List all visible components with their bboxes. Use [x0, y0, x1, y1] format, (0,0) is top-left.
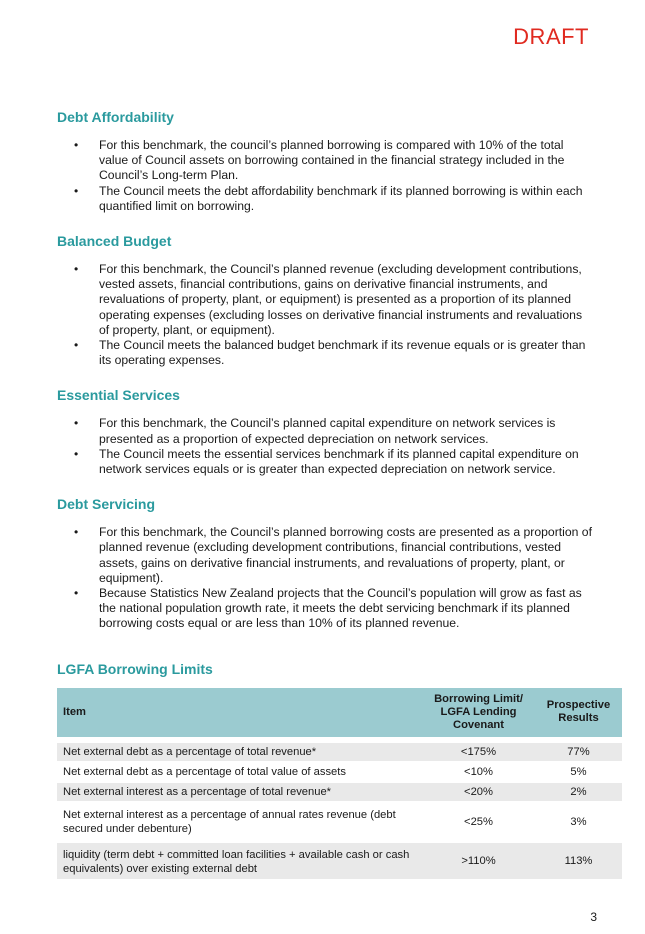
borrowing-limits-table: [57, 688, 622, 881]
bullet-list: [57, 525, 592, 631]
bullet-list: [57, 416, 592, 477]
table-row: [57, 782, 622, 802]
cell-results: 3%: [535, 802, 622, 842]
column-header-covenant: Borrowing Limit/ LGFA Lending Covenant: [422, 688, 535, 737]
cell-covenant: <10%: [422, 762, 535, 782]
cell-item: Net external debt as a percentage of total revenue*: [57, 742, 422, 762]
bullet-item: • For this benchmark, the Council’s planned capital expenditure on network services is presented as a proportion of expected depreciation on network services.: [57, 416, 592, 446]
cell-covenant: >110%: [422, 842, 535, 880]
section-debt-servicing: [57, 495, 592, 631]
cell-results: 5%: [535, 762, 622, 782]
bullet-item: • The Council meets the balanced budget benchmark if its revenue equals or is greater than its operating expenses.: [57, 338, 592, 368]
section-heading: LGFA Borrowing Limits: [57, 660, 213, 677]
bullet-list: [57, 262, 592, 368]
table-row: [57, 842, 622, 880]
bullet-item: • Because Statistics New Zealand projects that the Council’s population will grow as fast as the national population growth rate, it meets the debt servicing benchmark if its planned borrowing costs equal or are less than 10% of its planned revenue.: [57, 586, 592, 632]
cell-item: Net external debt as a percentage of total value of assets: [57, 762, 422, 782]
table-row: [57, 742, 622, 762]
bullet-list: [57, 138, 592, 214]
column-header-item: Item: [57, 688, 422, 737]
section-balanced-budget: [57, 232, 592, 368]
section-heading: Balanced Budget: [57, 233, 172, 250]
bullet-item: • For this benchmark, the council’s planned borrowing is compared with 10% of the total value of Council assets on borrowing contained in the financial strategy included in the Council’s Long-term Plan.: [57, 138, 592, 184]
bullet-item: • The Council meets the essential services benchmark if its planned capital expenditure on network services equals or is greater than expected depreciation on network service.: [57, 447, 592, 477]
cell-item: liquidity (term debt + committed loan facilities + available cash or cash equivalents) over existing external debt: [57, 842, 422, 880]
section-debt-affordability: [57, 108, 592, 214]
cell-results: 113%: [535, 842, 622, 880]
table-row: [57, 762, 622, 782]
cell-covenant: <25%: [422, 802, 535, 842]
section-lgfa-borrowing-limits: [57, 660, 611, 881]
cell-item: Net external interest as a percentage of annual rates revenue (debt secured under debenture): [57, 802, 422, 842]
table-header-row: [57, 688, 622, 737]
cell-covenant: <20%: [422, 782, 535, 802]
cell-item: Net external interest as a percentage of total revenue*: [57, 782, 422, 802]
section-heading: Debt Affordability: [57, 109, 174, 125]
page-number: 3: [590, 910, 597, 924]
table-row: [57, 802, 622, 842]
cell-results: 77%: [535, 742, 622, 762]
bullet-item: • The Council meets the debt affordability benchmark if its planned borrowing is within each quantified limit on borrowing.: [57, 184, 592, 214]
column-header-results: Prospective Results: [535, 688, 622, 737]
section-heading: Essential Services: [57, 387, 180, 404]
document-body: [57, 108, 611, 899]
bullet-item: • For this benchmark, the Council’s planned borrowing costs are presented as a proportion of planned revenue (excluding development contributions, financial contributions, vested assets, gains on derivative financial instruments, and revaluations of property, plant, or equipment).: [57, 525, 592, 586]
draft-watermark: DRAFT: [513, 24, 589, 49]
section-heading: Debt Servicing: [57, 496, 156, 513]
cell-results: 2%: [535, 782, 622, 802]
bullet-item: • For this benchmark, the Council’s planned revenue (excluding development contributions, vested assets, financial contributions, gains on derivative financial instruments, and revaluations of property, plant, or equipment) is presented as a proportion of its planned operating expenses (excluding losses on derivative financial instruments and revaluations of property, plant, or equipment).: [57, 262, 592, 338]
cell-covenant: <175%: [422, 742, 535, 762]
section-essential-services: [57, 386, 592, 477]
